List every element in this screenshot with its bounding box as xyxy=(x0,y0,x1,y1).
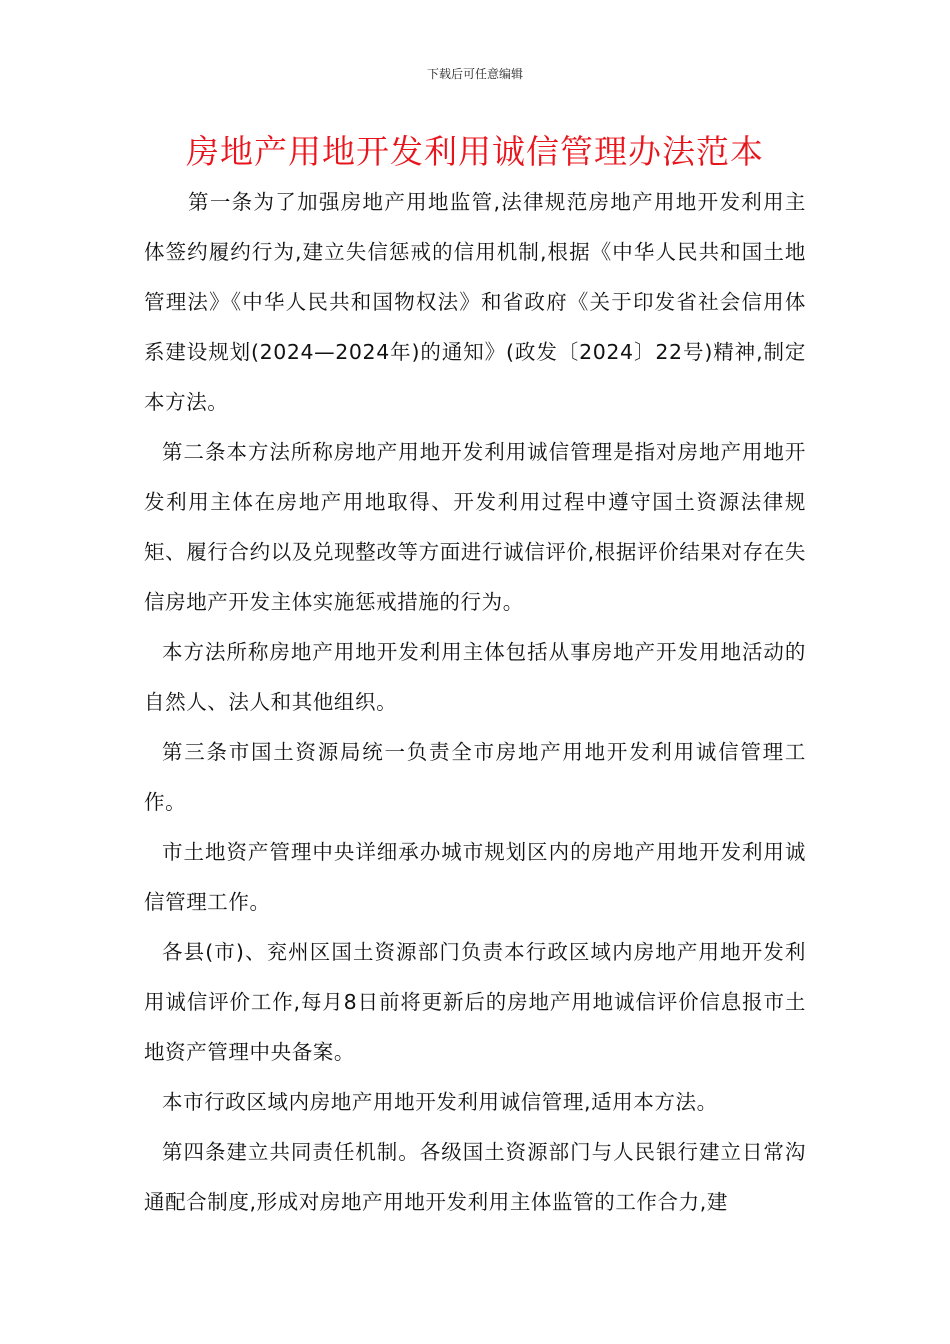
paragraph-subject-scope: 本方法所称房地产用地开发利用主体包括从事房地产开发用地活动的自然人、法人和其他组织。 xyxy=(144,640,806,714)
paragraph-article-2: 第二条本方法所称房地产用地开发利用诚信管理是指对房地产用地开发利用主体在房地产用地取得、开发利用过程中遵守国土资源法律规矩、履行合约以及兑现整改等方面进行诚信评价,根据评价结果对存在失信房地产开发主体实施惩戒措施的行为。 xyxy=(144,440,806,614)
paragraph-article-3: 第三条市国土资源局统一负责全市房地产用地开发利用诚信管理工作。 xyxy=(144,740,806,814)
paragraph-article-4: 第四条建立共同责任机制。各级国土资源部门与人民银行建立日常沟通配合制度,形成对房地产用地开发利用主体监管的工作合力,建 xyxy=(144,1140,806,1214)
document-body xyxy=(144,177,806,1227)
paragraph-applicability: 本市行政区域内房地产用地开发利用诚信管理,适用本方法。 xyxy=(162,1090,718,1114)
paragraph-article-1: 第一条为了加强房地产用地监管,法律规范房地产用地开发利用主体签约履约行为,建立失信惩戒的信用机制,根据《中华人民共和国土地管理法》《中华人民共和国物权法》和省政府《关于印发省社会信用体系建设规划(2024—2024年)的通知》(政发〔2024〕22号)精神,制定本方法。 xyxy=(144,190,806,414)
header-note: 下载后可任意编辑 xyxy=(426,67,523,81)
paragraph-counties: 各县(市)、兖州区国土资源部门负责本行政区域内房地产用地开发利用诚信评价工作,每月8日前将更新后的房地产用地诚信评价信息报市土地资产管理中央备案。 xyxy=(144,940,806,1064)
paragraph-city-center: 市土地资产管理中央详细承办城市规划区内的房地产用地开发利用诚信管理工作。 xyxy=(144,840,806,914)
document-title: 房地产用地开发利用诚信管理办法范本 xyxy=(186,132,764,171)
